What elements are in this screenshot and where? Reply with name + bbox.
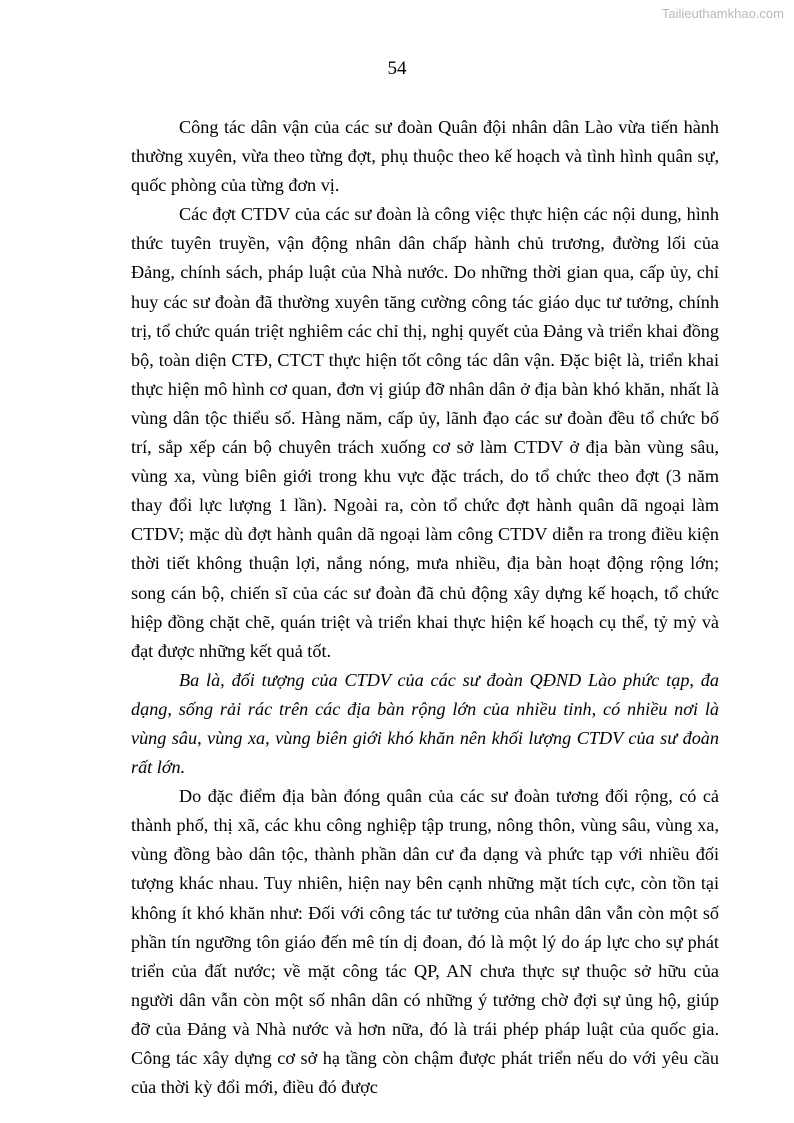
paragraph-4: Do đặc điểm địa bàn đóng quân của các sư đoàn tương đối rộng, có cả thành phố, thị xã, các khu công nghiệp tập trung, nông thôn, vùng sâu, vùng xa, vùng đồng bào dân tộc, thành phần dân cư đa dạng và phức tạp với nhiều đối tượng khác nhau. Tuy nhiên, hiện nay bên cạnh những mặt tích cực, còn tồn tại không ít khó khăn như: Đối với công tác tư tưởng của nhân dân vẫn còn một số phần tín ngưỡng tôn giáo đến mê tín dị đoan, đó là một lý do áp lực cho sự phát triển của đất nước; về mặt công tác QP, AN chưa thực sự thuộc sở hữu của người dân vẫn còn một số nhân dân có những ý tưởng chờ đợi sự ủng hộ, giúp đỡ của Đảng và Nhà nước và hơn nữa, đó là trái phép pháp luật của quốc gia. Công tác xây dựng cơ sở hạ tầng còn chậm được phát triển nếu do với yêu cầu của thời kỳ đổi mới, điều đó được	[131, 786, 719, 1098]
paragraph-3-italic: Ba là, đối tượng của CTDV của các sư đoàn QĐND Lào phức tạp, đa dạng, sống rải rác trên các địa bàn rộng lớn của nhiều tỉnh, có nhiều nơi là vùng sâu, vùng xa, vùng biên giới khó khăn nên khối lượng CTDV của sư đoàn rất lớn.	[131, 669, 719, 778]
page-number: 54	[387, 58, 407, 79]
document-body	[131, 113, 719, 1102]
paragraph-2: Các đợt CTDV của các sư đoàn là công việc thực hiện các nội dung, hình thức tuyên truyền, vận động nhân dân chấp hành chủ trương, đường lối của Đảng, chính sách, pháp luật của Nhà nước. Do những thời gian qua, cấp ủy, chỉ huy các sư đoàn đã thường xuyên tăng cường công tác giáo dục tư tưởng, chính trị, tổ chức quán triệt nghiêm các chỉ thị, nghị quyết của Đảng và triển khai đồng bộ, toàn diện CTĐ, CTCT thực hiện tốt công tác dân vận. Đặc biệt là, triển khai thực hiện mô hình cơ quan, đơn vị giúp đỡ nhân dân ở địa bàn khó khăn, nhất là vùng dân tộc thiểu số. Hàng năm, cấp ủy, lãnh đạo các sư đoàn đều tổ chức bố trí, sắp xếp cán bộ chuyên trách xuống cơ sở làm CTDV ở địa bàn vùng sâu, vùng xa, vùng biên giới trong khu vực đặc trách, do tổ chức theo đợt (3 năm thay đổi lực lượng 1 lần). Ngoài ra, còn tổ chức đợt hành quân dã ngoại làm CTDV; mặc dù đợt hành quân dã ngoại làm công CTDV diễn ra trong điều kiện thời tiết không thuận lợi, nắng nóng, mưa nhiều, địa bàn hoạt động rộng lớn; song cán bộ, chiến sĩ của các sư đoàn đã chủ động xây dựng kế hoạch, tổ chức hiệp đồng chặt chẽ, quán triệt và triển khai thực hiện kế hoạch cụ thể, tỷ mỷ và đạt được những kết quả tốt.	[131, 204, 719, 661]
watermark-text: Tailieuthamkhao.com	[661, 6, 784, 21]
paragraph-1: Công tác dân vận của các sư đoàn Quân đội nhân dân Lào vừa tiến hành thường xuyên, vừa theo từng đợt, phụ thuộc theo kế hoạch và tình hình quân sự, quốc phòng của từng đơn vị.	[131, 117, 719, 196]
